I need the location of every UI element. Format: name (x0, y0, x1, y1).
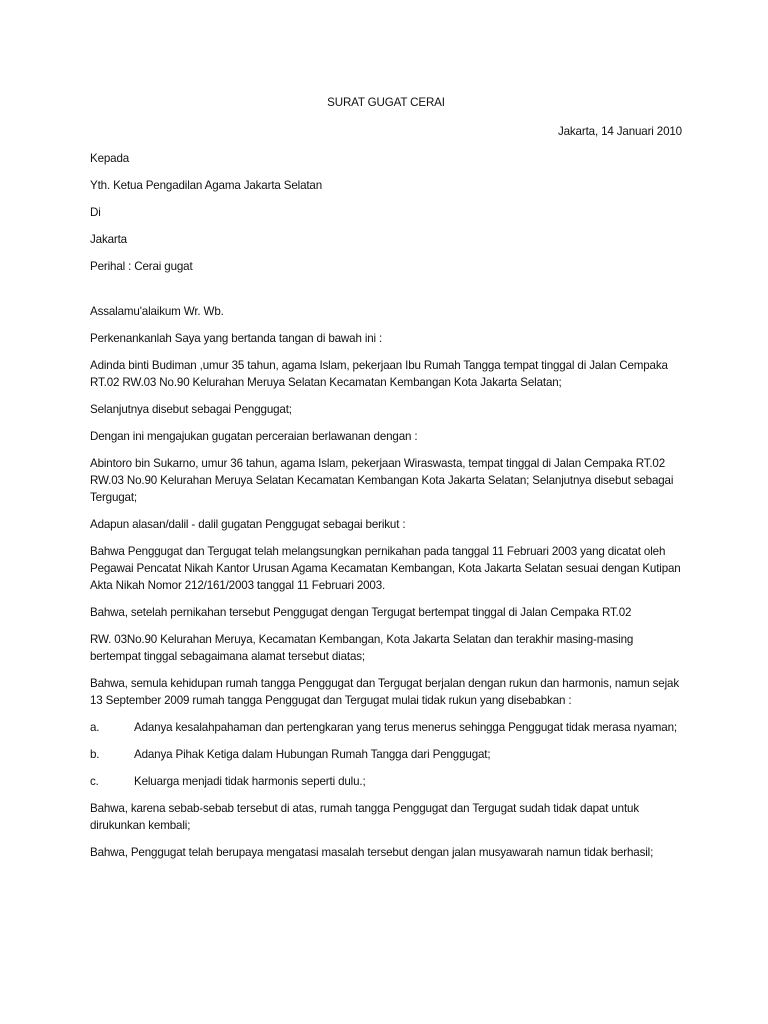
list-item (90, 746, 682, 763)
paragraph: Adinda binti Budiman ,umur 35 tahun, agama Islam, pekerjaan Ibu Rumah Tangga tempat tinggal di Jalan Cempaka RT.02 RW.03 No.90 Kelurahan Meruya Selatan Kecamatan Kembangan Kota Jakarta Selatan; (90, 359, 668, 389)
paragraph: Bahwa, karena sebab-sebab tersebut di atas, rumah tangga Penggugat dan Tergugat sudah tidak dapat untuk dirukunkan kembali; (90, 802, 639, 832)
list-item (90, 773, 682, 790)
list-item (90, 719, 682, 736)
paragraph: Perkenankanlah Saya yang bertanda tangan di bawah ini : (90, 332, 383, 345)
address-di: Di (90, 206, 101, 219)
paragraph: RW. 03No.90 Kelurahan Meruya, Kecamatan Kembangan, Kota Jakarta Selatan dan terakhir masing-masing bertempat tinggal sebagaimana alamat tersebut diatas; (90, 633, 634, 663)
paragraph: Bahwa, semula kehidupan rumah tangga Penggugat dan Tergugat berjalan dengan rukun dan harmonis, namun sejak 13 September 2009 rumah tangga Penggugat dan Tergugat mulai tidak rukun yang disebabkan : (90, 677, 679, 707)
paragraph: Adapun alasan/dalil - dalil gugatan Penggugat sebagai berikut : (90, 518, 406, 531)
letter-subject: Perihal : Cerai gugat (90, 260, 193, 273)
list-marker: a. (90, 721, 100, 734)
list-marker: b. (90, 748, 100, 761)
paragraph: Selanjutnya disebut sebagai Penggugat; (90, 403, 292, 416)
paragraph: Bahwa, setelah pernikahan tersebut Penggugat dengan Tergugat bertempat tinggal di Jalan Cempaka RT.02 (90, 606, 632, 619)
list-text: Keluarga menjadi tidak harmonis seperti dulu.; (134, 775, 366, 788)
list-marker: c. (90, 775, 99, 788)
address-recipient: Yth. Ketua Pengadilan Agama Jakarta Selatan (90, 179, 323, 192)
paragraph: Bahwa, Penggugat telah berupaya mengatasi masalah tersebut dengan jalan musyawarah namun tidak berhasil; (90, 846, 654, 859)
letter-page (90, 94, 682, 871)
address-to: Kepada (90, 152, 130, 165)
paragraph: Dengan ini mengajukan gugatan perceraian berlawanan dengan : (90, 430, 418, 443)
address-city: Jakarta (90, 233, 127, 246)
letter-date: Jakarta, 14 Januari 2010 (557, 125, 682, 138)
letter-title: SURAT GUGAT CERAI (327, 96, 445, 109)
paragraph: Bahwa Penggugat dan Tergugat telah melangsungkan pernikahan pada tanggal 11 Februari 2003 yang dicatat oleh Pegawai Pencatat Nikah Kantor Urusan Agama Kecamatan Kembangan, Kota Jakarta Selatan sesuai dengan Kutipan Akta Nikah Nomor 212/161/2003 tanggal 11 Februari 2003. (90, 545, 681, 592)
list-text: Adanya Pihak Ketiga dalam Hubungan Rumah Tangga dari Penggugat; (134, 748, 491, 761)
greeting: Assalamu'alaikum Wr. Wb. (90, 305, 224, 318)
paragraph: Abintoro bin Sukarno, umur 36 tahun, agama Islam, pekerjaan Wiraswasta, tempat tinggal di Jalan Cempaka RT.02 RW.03 No.90 Kelurahan Meruya Selatan Kecamatan Kembangan Kota Jakarta Selatan; Selanjutnya disebut sebagai Tergugat; (90, 457, 674, 504)
list-text: Adanya kesalahpahaman dan pertengkaran yang terus menerus sehingga Penggugat tidak merasa nyaman; (134, 721, 677, 734)
